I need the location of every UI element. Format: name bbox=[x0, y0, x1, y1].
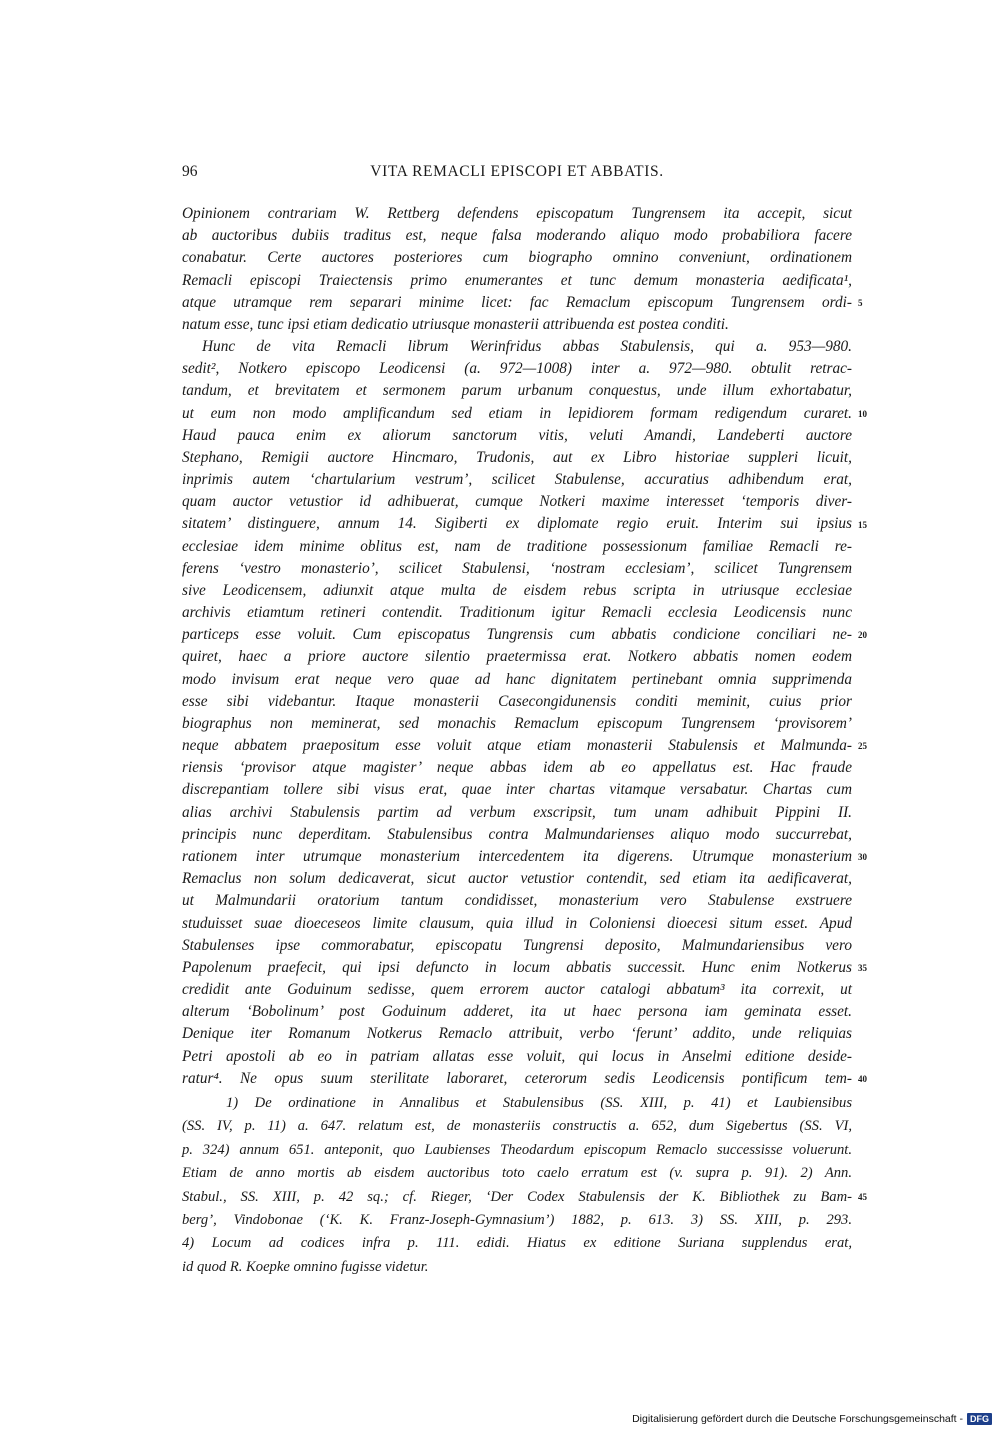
footnote-line: (SS. IV, p. 11) a. 647. relatum est, de monasteriis constructis a. 652, dum Sigebertus (SS. VI, bbox=[182, 1118, 852, 1135]
digitization-credit bbox=[632, 1410, 992, 1428]
text-line: ecclesiae idem minime oblitus est, nam de traditione possessionum familiae Remacli re- bbox=[182, 537, 852, 555]
text-line: rationem inter utrumque monasterium intercedentem ita digerens. Utrumque monasterium bbox=[182, 847, 852, 865]
line-number: 45 bbox=[858, 1191, 867, 1202]
line-number: 30 bbox=[858, 852, 867, 863]
text-line: Remaclus non solum dedicaverat, sicut auctor vetustior contendit, sed etiam ita aedificaverat, bbox=[182, 870, 852, 888]
footnotes bbox=[182, 1092, 867, 1279]
page-header bbox=[182, 163, 852, 183]
line-number: 5 bbox=[858, 297, 863, 308]
text-line: archivis etiamtum retineri contendit. Traditionum igitur Remacli ecclesia Leodicensis nunc bbox=[182, 604, 852, 622]
footnote-line: Stabul., SS. XIII, p. 42 sq.; cf. Rieger, ‘Der Codex Stabulensis der K. Bibliothek zu Bam- bbox=[182, 1188, 852, 1205]
text-line: Opinionem contrariam W. Rettberg defendens episcopatum Tungrensem ita accepit, sicut bbox=[182, 205, 852, 222]
line-number: 40 bbox=[858, 1074, 867, 1084]
line-number: 35 bbox=[858, 963, 867, 974]
text-line: quam auctor vetustior id adhibuerat, cumque Notkeri maxime interesset ‘temporis diver- bbox=[182, 493, 852, 511]
text-line: Denique iter Romanum Notkerus Remaclo attribuit, verbo ‘ferunt’ addito, unde reliquias bbox=[182, 1025, 852, 1043]
text-line: ut eum non modo amplificandum sed etiam in lepidiorem formam redigendum curaret. bbox=[182, 404, 852, 422]
main-text bbox=[182, 203, 867, 1090]
text-line: principis nunc deperditam. Stabulensibus contra Malmundarienses aliquo modo succurrebat, bbox=[182, 825, 852, 843]
text-line: ut Malmundarii oratorium tantum condidisset, monasterium vero Stabulense exstruere bbox=[182, 892, 852, 910]
text-line: ferens ‘vestro monasterio’, scilicet Stabulensi, ‘nostram ecclesiam’, scilicet Tungrensem bbox=[182, 559, 852, 577]
text-line: sitatem’ distinguere, annum 14. Sigiberti ex diplomate regio eruit. Interim sui ipsius bbox=[182, 515, 852, 533]
text-line: Haud pauca enim ex aliorum sanctorum vitis, veluti Amandi, Landeberti auctore bbox=[182, 426, 852, 444]
footnote-line: berg’, Vindobonae (‘K. K. Franz-Joseph-Gymnasium’) 1882, p. 613. 3) SS. XIII, p. 293. bbox=[182, 1211, 852, 1228]
text-line: discrepantiam tollere sibi visus erat, quae inter chartas vitamque versabatur. Chartas cum bbox=[182, 781, 852, 799]
text-line: particeps esse voluit. Cum episcopatus Tungrensis cum abbatis condicione conciliari ne- bbox=[182, 626, 852, 644]
text-line: studuisset suae dioeceseos limite clausum, quia illud in Coloniensi dioecesi situm esset. Apud bbox=[182, 914, 852, 932]
text-line: Stephano, Remigii auctore Hincmaro, Trudonis, aut ex Libro historiae suppleri licuit, bbox=[182, 448, 852, 466]
page-number: 96 bbox=[182, 163, 198, 180]
footnote-line: 1) De ordinatione in Annalibus et Stabulensibus (SS. XIII, p. 41) et Laubiensibus bbox=[226, 1095, 852, 1111]
line-number: 15 bbox=[858, 519, 867, 530]
footnote-line: 4) Locum ad codices infra p. 111. edidi. Hiatus ex editione Suriana supplendus erat, bbox=[182, 1235, 852, 1252]
running-title: VITA REMACLI EPISCOPI ET ABBATIS. bbox=[370, 163, 664, 180]
line-number: 25 bbox=[858, 741, 867, 752]
footnote-line: Etiam de anno mortis ab eisdem auctoribus toto caelo erratum est (v. supra p. 91). 2) Ann. bbox=[182, 1165, 852, 1182]
text-line: quiret, haec a priore auctore silentio praetermissa erat. Notkero abbatis nomen eodem bbox=[182, 648, 852, 666]
text-line: Papolenum praefecit, qui ipsi defuncto in locum abbatis successit. Hunc enim Notkerus bbox=[182, 958, 852, 976]
text-line: alterum ‘Bobolinum’ post Goduinum adderet, ita ut haec persona iam geminata esset. bbox=[182, 1003, 852, 1021]
footnote-line: id quod R. Koepke omnino fugisse videtur. bbox=[182, 1258, 429, 1275]
text-line: conabatur. Certe auctores posteriores cum biographo omnino conveniunt, ordinationem bbox=[182, 249, 852, 267]
text-line: esse sibi videbantur. Itaque monasterii Casecongidunensis conditi meminit, cuius prior bbox=[182, 692, 852, 710]
text-line: biographus non meminerat, sed monachis Remaclum episcopum Tungrensem ‘provisorem’ bbox=[182, 714, 852, 732]
text-line: ratur⁴. Ne opus suum sterilitate laboraret, ceterorum sedis Leodicensis pontificum tem- bbox=[182, 1069, 852, 1087]
text-line: Hunc de vita Remacli librum Werinfridus abbas Stabulensis, qui a. 953—980. bbox=[202, 338, 852, 356]
text-line: credidit ante Goduinum sedisse, quem errorem auctor catalogi abbatum³ ita correxit, ut bbox=[182, 981, 852, 999]
text-line: ab auctoribus dubiis traditus est, neque falsa moderando aliquo modo probabiliora facere bbox=[182, 227, 852, 245]
line-number: 20 bbox=[858, 630, 867, 641]
text-line: Remacli episcopi Traiectensis primo enumerantes et tunc demum monasteria aedificata¹, bbox=[182, 271, 852, 289]
text-line: atque utramque rem separari minime licet: fac Remaclum episcopum Tungrensem ordi- bbox=[182, 293, 852, 311]
text-line: modo invisum erat neque vero quae ad hanc dignitatem pertinebant omnia supprimenda bbox=[182, 670, 852, 688]
text-line: alias archivi Stabulensis partim ad verbum exscripsit, tum unam adhibuit Pippini II. bbox=[182, 803, 852, 821]
text-line: Stabulenses ipse commorabatur, episcopatu Tungrensi deposito, Malmundariensibus vero bbox=[182, 936, 852, 954]
text-line: tandum, et brevitatem et sermonem parum urbanum conquestus, unde illum exhortabatur, bbox=[182, 382, 852, 400]
text-line: neque abbatem praepositum esse voluit atque etiam monasterii Stabulensis et Malmunda- bbox=[182, 737, 852, 755]
text-line: natum esse, tunc ipsi etiam dedicatio utriusque monasterii attribuenda est postea conditi. bbox=[182, 315, 729, 333]
credit-text: Digitalisierung gefördert durch die Deutsche Forschungsgemeinschaft - bbox=[632, 1413, 963, 1425]
line-number: 10 bbox=[858, 408, 867, 419]
text-line: inprimis autem ‘chartularium vestrum’, scilicet Stabulense, accuratius adhibendum erat, bbox=[182, 471, 852, 489]
footnote-line: p. 324) annum 651. anteponit, quo Laubienses Theodardum episcopum Remaclo successisse voluerunt. bbox=[182, 1141, 852, 1158]
dfg-logo: DFG bbox=[967, 1413, 992, 1425]
text-line: riensis ‘provisor atque magister’ neque abbas idem ab eo appellatus est. Hac fraude bbox=[182, 759, 852, 777]
text-line: sedit², Notkero episcopo Leodicensi (a. 972—1008) inter a. 972—980. obtulit retrac- bbox=[182, 360, 852, 378]
text-line: Petri apostoli ab eo in patriam allatas esse voluit, qui locus in Anselmi editione deside- bbox=[182, 1047, 852, 1065]
text-line: sive Leodicensem, adiunxit atque multa de eisdem rebus scripta in utriusque ecclesiae bbox=[182, 581, 852, 599]
